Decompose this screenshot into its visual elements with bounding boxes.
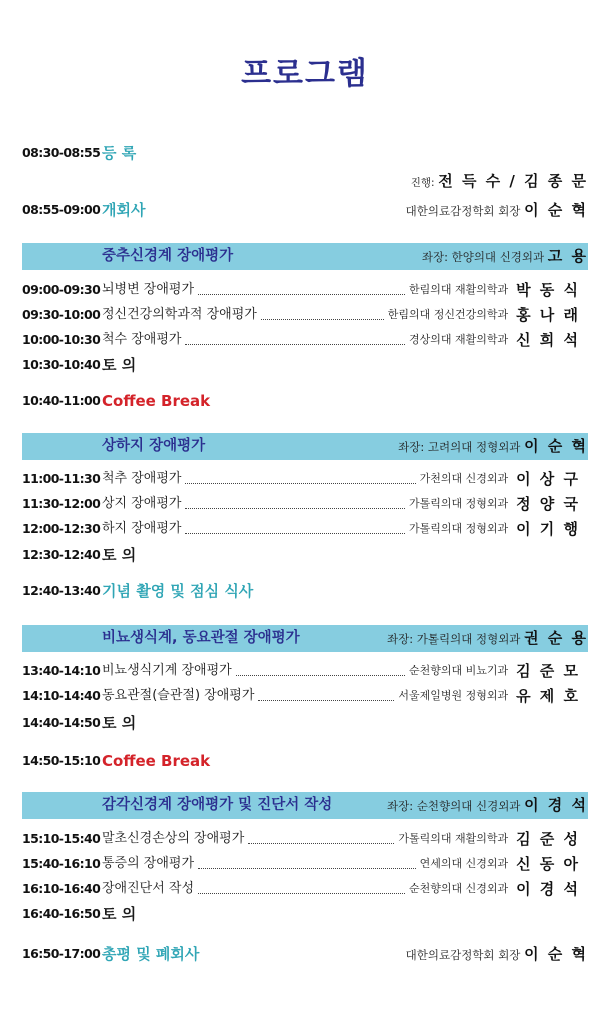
talk-topic: 척추 장애평가: [102, 471, 182, 486]
time-4-2: 15:40-16:10: [22, 856, 101, 871]
talk-topic: 말초신경손상의 장애평가: [102, 831, 245, 846]
talk-2-3: [102, 520, 580, 538]
talk-3-1: [102, 662, 580, 680]
time-opening: 08:55-09:00: [22, 202, 101, 217]
talk-affiliation: 가톨릭의대 정형외과: [408, 522, 509, 535]
talk-affiliation: 가톨릭의대 재활의학과: [398, 832, 509, 845]
talk-speaker: 정 양 국: [516, 495, 580, 513]
talk-affiliation: 순천향의대 신경외과: [408, 882, 509, 895]
talk-1-3: [102, 331, 580, 349]
session-4-chair-label: 좌장: 순천향의대 신경외과: [387, 799, 521, 813]
talk-affiliation: 한림의대 재활의학과: [408, 283, 509, 296]
talk-topic: 동요관절(슬관절) 장애평가: [102, 688, 255, 703]
moderator-names: 전 득 수 / 김 종 문: [438, 172, 588, 190]
talk-affiliation: 한림의대 정신건강의학과: [387, 308, 509, 321]
session-3-chair-label: 좌장: 가톨릭의대 정형외과: [387, 632, 521, 646]
leader-dots: [258, 691, 394, 701]
talk-affiliation: 가천의대 신경외과: [419, 472, 509, 485]
session-1-chair-label: 좌장: 한양의대 신경외과: [421, 250, 545, 264]
time-2-discussion: 12:30-12:40: [22, 547, 101, 562]
talk-4-3: [102, 880, 580, 898]
talk-topic: 하지 장애평가: [102, 521, 182, 536]
leader-dots: [185, 335, 404, 345]
talk-speaker: 김 준 성: [516, 830, 580, 848]
leader-dots: [185, 524, 404, 534]
closing-label: 총평 및 폐회사: [102, 945, 200, 963]
time-1-break: 10:40-11:00: [22, 393, 101, 408]
moderator-line: [411, 172, 588, 192]
time-4-discussion: 16:40-16:50: [22, 906, 101, 921]
session-1-title: 중추신경계 장애평가: [102, 248, 234, 264]
discussion-label: 토 의: [102, 905, 137, 923]
talk-speaker: 유 제 호: [516, 687, 580, 705]
time-3-break: 14:50-15:10: [22, 753, 101, 768]
discussion-label: 토 의: [102, 546, 137, 564]
session-1-chair: [422, 243, 588, 271]
leader-dots: [185, 474, 415, 484]
talk-2-2: [102, 495, 580, 513]
time-closing: 16:50-17:00: [22, 946, 101, 961]
time-3-2: 14:10-14:40: [22, 688, 101, 703]
talk-speaker: 이 경 석: [516, 880, 580, 898]
coffee-break-label: Coffee Break: [102, 752, 211, 770]
time-2-3: 12:00-12:30: [22, 521, 101, 536]
time-2-lunch: 12:40-13:40: [22, 583, 101, 598]
session-3-chair-name: 권 순 용: [524, 629, 588, 647]
time-2-1: 11:00-11:30: [22, 471, 101, 486]
talk-topic: 통증의 장애평가: [102, 856, 195, 871]
leader-dots: [248, 834, 394, 844]
time-2-2: 11:30-12:00: [22, 496, 101, 511]
time-3-discussion: 14:40-14:50: [22, 715, 101, 730]
session-2-chair-label: 좌장: 고려의대 정형외과: [398, 440, 521, 454]
talk-affiliation: 연세의대 신경외과: [419, 857, 509, 870]
leader-dots: [198, 859, 416, 869]
time-1-discussion: 10:30-10:40: [22, 357, 101, 372]
talk-affiliation: 순천향의대 비뇨기과: [408, 664, 509, 677]
time-4-3: 16:10-16:40: [22, 881, 101, 896]
session-2-title: 상하지 장애평가: [102, 438, 206, 454]
talk-affiliation: 경상의대 재활의학과: [408, 333, 509, 346]
session-2-chair: [398, 433, 588, 461]
time-3-1: 13:40-14:10: [22, 663, 101, 678]
opening-label: 개회사: [102, 201, 146, 219]
talk-2-1: [102, 470, 580, 488]
time-1-3: 10:00-10:30: [22, 332, 101, 347]
leader-dots: [198, 884, 405, 894]
discussion-label: 토 의: [102, 714, 137, 732]
talk-topic: 뇌병변 장애평가: [102, 282, 195, 297]
talk-1-1: [102, 281, 580, 299]
time-1-1: 09:00-09:30: [22, 282, 101, 297]
session-4-title: 감각신경계 장애평가 및 진단서 작성: [102, 797, 333, 813]
discussion-label: 토 의: [102, 356, 137, 374]
talk-speaker: 신 희 석: [516, 331, 580, 349]
leader-dots: [261, 310, 384, 320]
leader-dots: [198, 285, 405, 295]
moderator-label: 진행:: [410, 177, 435, 189]
opening-speaker: [406, 201, 588, 220]
talk-speaker: 이 기 행: [516, 520, 580, 538]
lunch-label: 기념 촬영 및 점심 식사: [102, 582, 254, 600]
closing-name: 이 순 혁: [524, 945, 588, 963]
leader-dots: [185, 499, 404, 509]
talk-topic: 장애진단서 작성: [102, 881, 195, 896]
session-3-chair: [387, 625, 588, 653]
session-1-chair-name: 고 용: [547, 247, 588, 265]
closing-speaker: [406, 945, 588, 964]
opening-name: 이 순 혁: [524, 201, 588, 219]
registration-label: 등 록: [102, 144, 137, 162]
talk-3-2: [102, 687, 580, 705]
talk-4-1: [102, 830, 580, 848]
talk-topic: 비뇨생식기계 장애평가: [102, 663, 232, 678]
talk-speaker: 박 동 식: [516, 281, 580, 299]
talk-topic: 상지 장애평가: [102, 496, 182, 511]
talk-speaker: 이 상 구: [516, 470, 580, 488]
session-3-title: 비뇨생식계, 동요관절 장애평가: [102, 630, 300, 646]
session-4-chair-name: 이 경 석: [524, 796, 588, 814]
talk-1-2: [102, 306, 580, 324]
session-2-chair-name: 이 순 혁: [524, 437, 588, 455]
talk-speaker: 신 동 아: [516, 855, 580, 873]
talk-speaker: 김 준 모: [516, 662, 580, 680]
leader-dots: [236, 666, 405, 676]
time-1-2: 09:30-10:00: [22, 307, 101, 322]
closing-affiliation: 대한의료감정학회 회장: [405, 948, 521, 962]
opening-affiliation: 대한의료감정학회 회장: [405, 204, 521, 218]
talk-topic: 정신건강의학과적 장애평가: [102, 307, 257, 322]
coffee-break-label: Coffee Break: [102, 392, 211, 410]
talk-affiliation: 가톨릭의대 정형외과: [408, 497, 509, 510]
talk-affiliation: 서울제일병원 정형외과: [398, 689, 509, 702]
talk-4-2: [102, 855, 580, 873]
time-4-1: 15:10-15:40: [22, 831, 101, 846]
talk-topic: 척수 장애평가: [102, 332, 182, 347]
time-registration: 08:30-08:55: [22, 145, 101, 160]
page-title: 프로그램: [241, 56, 369, 92]
talk-speaker: 홍 나 래: [516, 306, 580, 324]
session-4-chair: [387, 792, 588, 820]
